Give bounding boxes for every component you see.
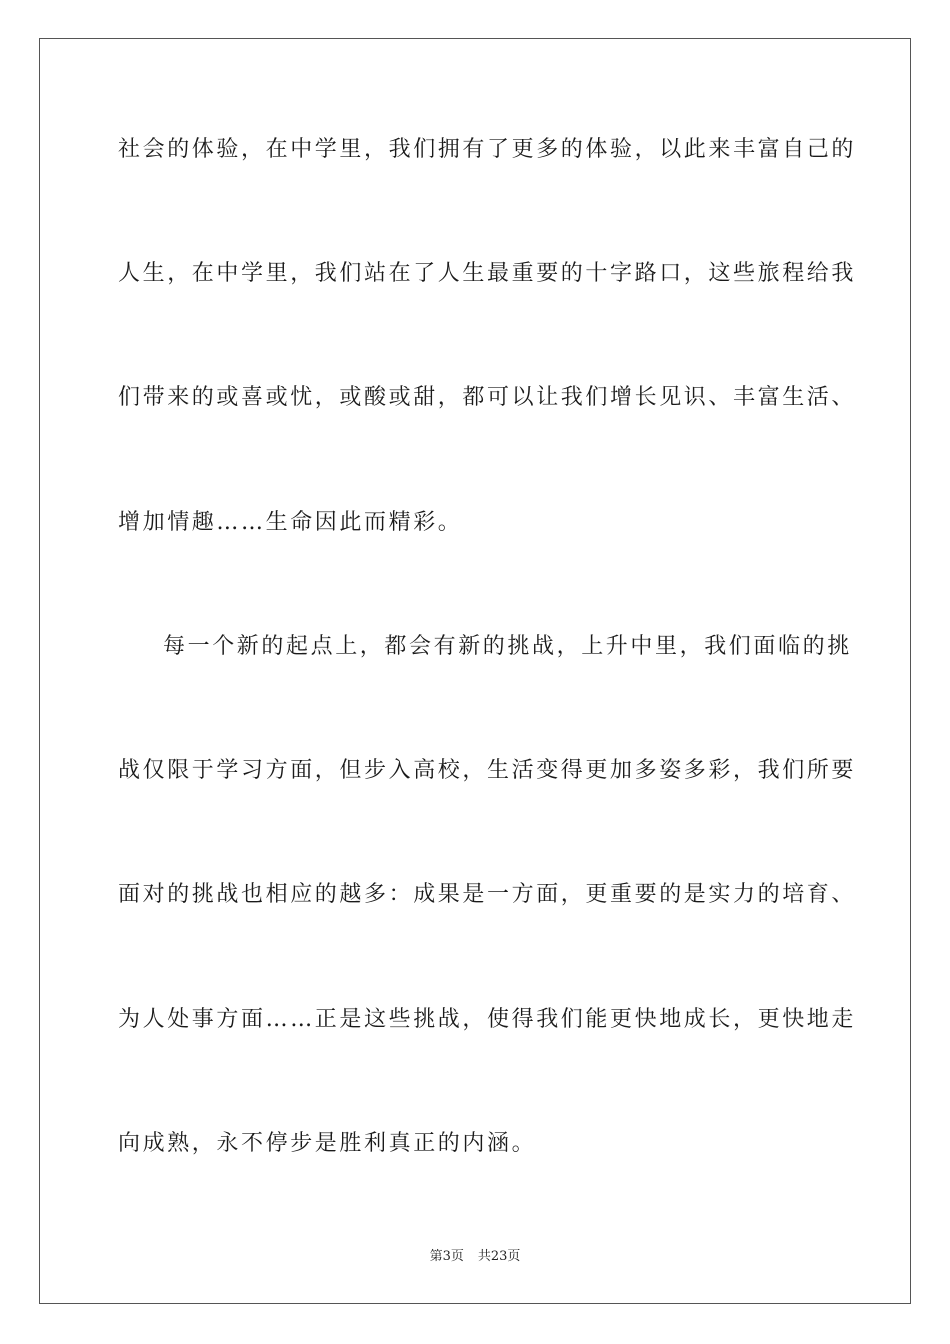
paragraph-line: 战仅限于学习方面，但步入高校，生活变得更加多姿多彩，我们所要 xyxy=(118,758,857,783)
paragraph-line: 增加情趣……生命因此而精彩。 xyxy=(118,510,463,535)
paragraph-first-line: 每一个新的起点上，都会有新的挑战，上升中里，我们面临的挑 xyxy=(163,634,852,659)
paragraph-line: 面对的挑战也相应的越多：成果是一方面，更重要的是实力的培育、 xyxy=(118,882,857,907)
paragraph-line: 向成熟，永不停步是胜利真正的内涵。 xyxy=(118,1131,537,1156)
page-border xyxy=(39,38,911,1304)
page-total: 共23页 xyxy=(477,1249,521,1264)
paragraph-line: 们带来的或喜或忧，或酸或甜，都可以让我们增长见识、丰富生活、 xyxy=(118,385,857,410)
paragraph-line: 为人处事方面……正是这些挑战，使得我们能更快地成长，更快地走 xyxy=(118,1007,857,1032)
page-number: 第3页 xyxy=(429,1249,464,1264)
paragraph-line: 社会的体验，在中学里，我们拥有了更多的体验，以此来丰富自己的 xyxy=(118,137,857,162)
paragraph-line: 人生，在中学里，我们站在了人生最重要的十字路口，这些旅程给我 xyxy=(118,261,857,286)
page-footer xyxy=(0,1248,950,1266)
